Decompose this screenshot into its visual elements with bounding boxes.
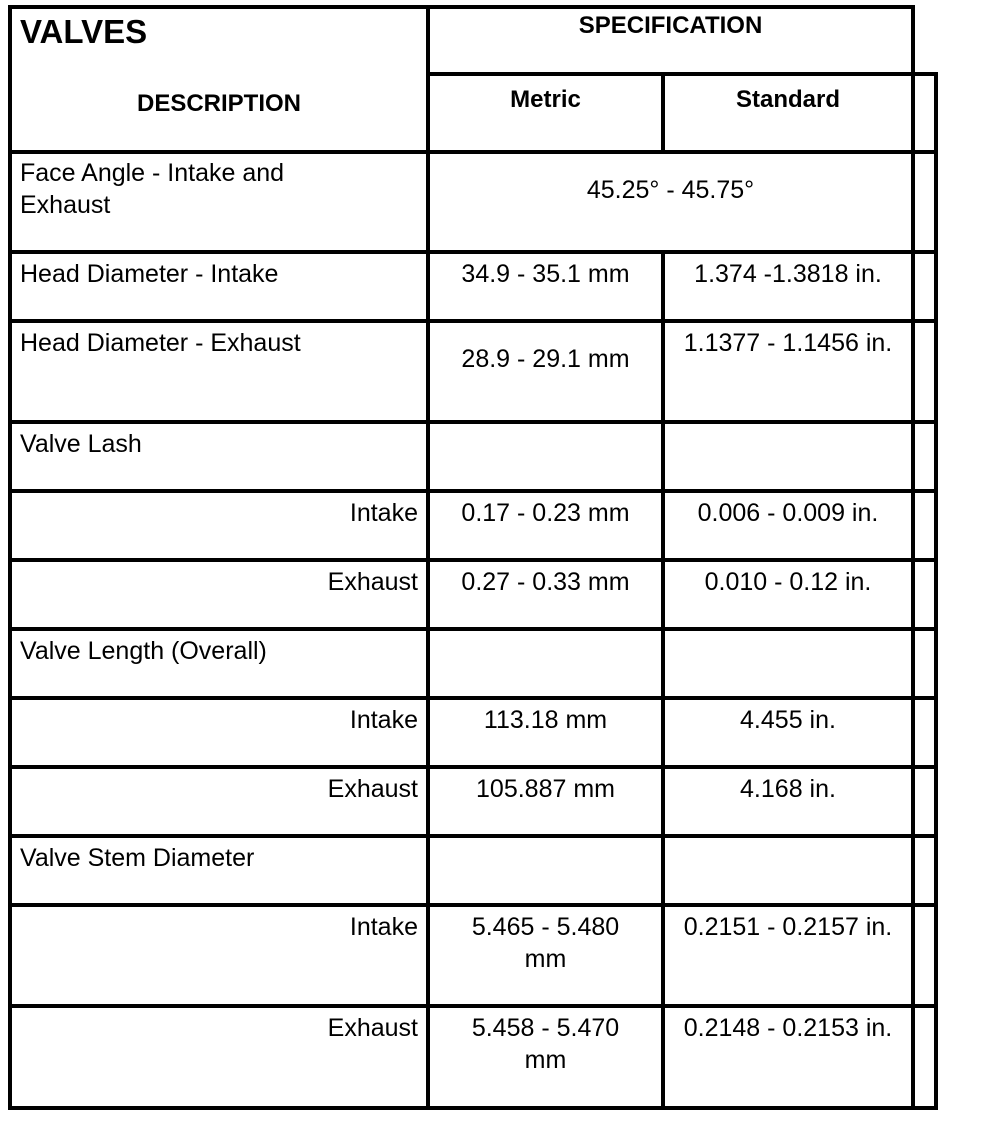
row-line <box>8 489 938 493</box>
row-line <box>8 319 938 323</box>
border-top <box>8 5 915 9</box>
row-standard: 4.168 in. <box>740 775 836 803</box>
row-line <box>8 834 938 838</box>
row-line <box>8 765 938 769</box>
row-desc: Head Diameter - Exhaust <box>20 329 301 357</box>
row-standard: 0.010 - 0.12 in. <box>704 568 872 596</box>
metric-header: Metric <box>510 86 581 113</box>
row-line <box>8 420 938 424</box>
row-standard: 0.2148 - 0.2153 in. <box>683 1014 893 1042</box>
row-metric: 28.9 - 29.1 mm <box>461 345 630 373</box>
standard-header: Standard <box>735 86 840 113</box>
row-desc: Exhaust <box>327 568 418 596</box>
row-desc: Exhaust <box>327 1014 418 1042</box>
row-desc: Valve Lash <box>20 430 142 458</box>
row-metric: 0.27 - 0.33 mm <box>461 568 630 596</box>
row-desc: Intake <box>349 913 418 941</box>
row-desc: Intake <box>349 706 418 734</box>
row-line <box>8 696 938 700</box>
row-desc: Head Diameter - Intake <box>20 260 279 288</box>
row-line <box>8 1004 938 1008</box>
row-metric: 113.18 mm <box>483 706 608 734</box>
row-desc: Valve Length (Overall) <box>20 637 267 665</box>
row-metric: 5.458 - 5.470 mm <box>471 1014 620 1074</box>
row-metric: 0.17 - 0.23 mm <box>461 499 630 527</box>
row-desc: Valve Stem Diameter <box>20 844 255 872</box>
row-line <box>8 627 938 631</box>
description-header: DESCRIPTION <box>136 90 301 117</box>
col-divider-metric-body <box>661 252 665 1110</box>
border-bottom <box>8 1106 938 1110</box>
spec-underline <box>426 72 938 76</box>
row-line <box>8 558 938 562</box>
row-line <box>8 250 938 254</box>
row-standard: 1.374 -1.3818 in. <box>694 260 882 288</box>
header-bottom <box>8 150 938 154</box>
row-standard: 4.455 in. <box>740 706 836 734</box>
row-line <box>8 903 938 907</box>
row-standard: 1.1377 - 1.1456 in. <box>683 329 893 357</box>
row-standard: 0.2151 - 0.2157 in. <box>683 913 893 941</box>
row-desc: Exhaust <box>327 775 418 803</box>
spec-header: SPECIFICATION <box>578 12 763 39</box>
border-right-outer <box>934 72 938 1110</box>
row-standard: 0.006 - 0.009 in. <box>697 499 879 527</box>
row-metric: 34.9 - 35.1 mm <box>461 260 630 288</box>
row-metric: 105.887 mm <box>476 775 615 803</box>
row-desc: Face Angle - Intake and Exhaust <box>20 159 285 219</box>
row-metric: 5.465 - 5.480 mm <box>471 913 620 973</box>
row-span-value: 45.25° - 45.75° <box>586 176 755 204</box>
row-desc: Intake <box>349 499 418 527</box>
table-title: VALVES <box>20 13 148 50</box>
